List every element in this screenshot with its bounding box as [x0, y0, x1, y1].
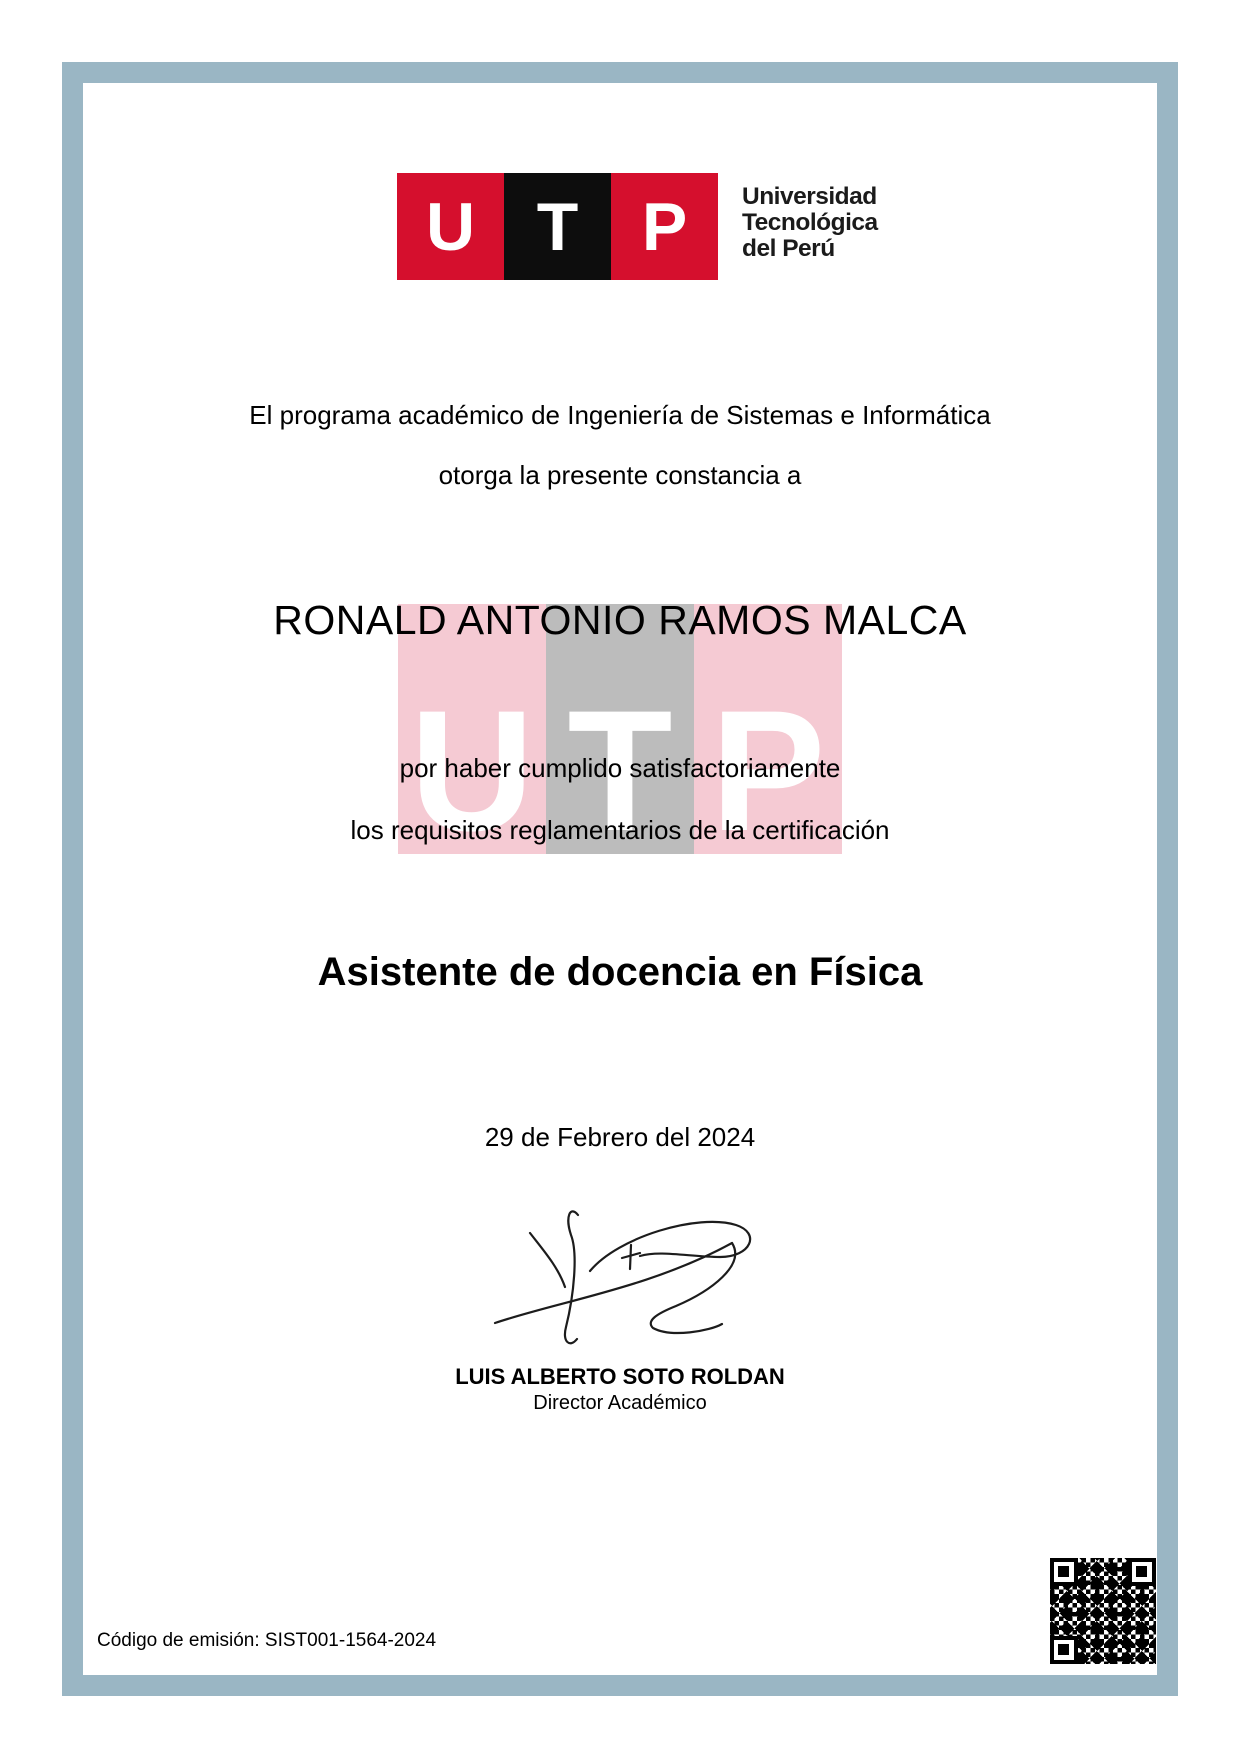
utp-logo-letter-u: U — [425, 188, 476, 265]
qr-finder-top-left-icon — [1050, 1558, 1078, 1586]
utp-logo-blocks — [397, 173, 718, 280]
utp-wordmark-line-1: Universidad — [742, 183, 877, 210]
emission-code: Código de emisión: SIST001-1564-2024 — [97, 1630, 437, 1651]
utp-wordmark-line-3: del Perú — [742, 235, 835, 262]
merit-line-2: los requisitos reglamentarios de la certificación — [350, 815, 890, 845]
utp-wordmark-line-2: Tecnológica — [742, 209, 878, 236]
utp-logo-letter-p: P — [641, 188, 688, 265]
utp-logo-block-p — [611, 173, 718, 280]
utp-logo-letter-t: T — [536, 188, 579, 265]
utp-logo — [397, 173, 878, 280]
signer-title: Director Académico — [533, 1392, 707, 1414]
utp-wordmark — [742, 173, 878, 262]
utp-logo-block-u — [397, 173, 504, 280]
recipient-name: RONALD ANTONIO RAMOS MALCA — [273, 597, 967, 643]
utp-logo-block-t — [504, 173, 611, 280]
utp-watermark-letter-u: U — [409, 674, 535, 867]
signature-image — [470, 1195, 770, 1375]
merit-line-1: por haber cumplido satisfactoriamente — [399, 753, 841, 783]
certificate-border-frame — [62, 62, 1178, 1696]
intro-line-2: otorga la presente constancia a — [438, 460, 802, 490]
qr-code — [1050, 1558, 1156, 1664]
signer-name: LUIS ALBERTO SOTO ROLDAN — [455, 1364, 785, 1389]
certification-title: Asistente de docencia en Física — [317, 950, 923, 994]
certificate-date: 29 de Febrero del 2024 — [484, 1122, 756, 1152]
qr-finder-bottom-left-icon — [1050, 1636, 1078, 1664]
intro-line-1: El programa académico de Ingeniería de Sistemas e Informática — [249, 400, 991, 430]
qr-finder-top-right-icon — [1128, 1558, 1156, 1586]
utp-watermark-letter-p: P — [710, 674, 826, 867]
utp-watermark-letter-t: T — [567, 674, 673, 867]
